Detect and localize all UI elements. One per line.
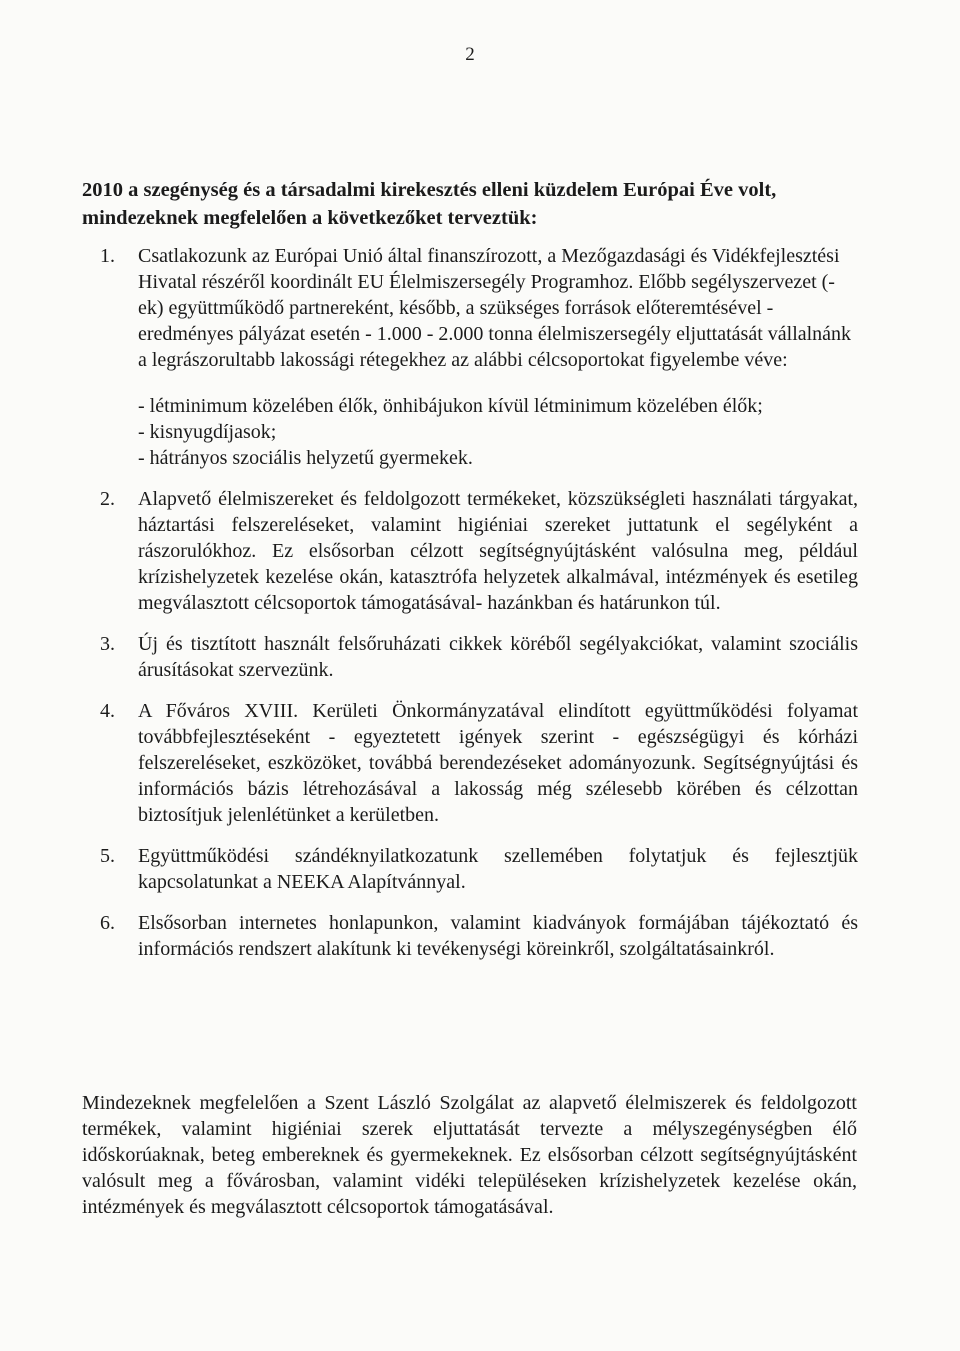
list-item: [100, 486, 880, 616]
item-number: 6.: [100, 912, 115, 934]
item-text: Elsősorban internetes honlapunkon, valamint kiadványok formájában tájékoztató és információs rendszert alakítunk ki tevékenységi köreinkről, szolgáltatásainkról.: [138, 912, 858, 960]
item-number: 2.: [100, 488, 115, 510]
item-text: Alapvető élelmiszereket és feldolgozott termékeket, közszükségleti használati tárgyakat, háztartási felszereléseket, valamint higiéniai szereket juttatunk el segélyként a rászorulókhoz. Ez elsősorban célzott segítségnyújtásként valósulna meg, például krízishelyzetek kezelése okán, katasztrófa helyzetek alkalmával, intézmények és esetileg megválasztott célcsoportok támogatásával- hazánkban és határunkon túl.: [138, 488, 858, 614]
item-number: 5.: [100, 845, 115, 867]
target-group: - kisnyugdíjasok;: [138, 421, 277, 443]
plan-list: [100, 243, 880, 977]
list-item: [100, 243, 880, 471]
item-number: 3.: [100, 633, 115, 655]
list-item: [100, 843, 880, 895]
item-text: A Főváros XVIII. Kerületi Önkormányzatával elindított együttműködési folyamat továbbfejlesztéseként - egyeztetett igények szerint - egészségügyi és kórházi felszereléseket, eszközöket, továbbá berendezéseket adományozunk. Segítségnyújtási és információs bázis létrehozásával a lakosság még szélesebb körében és célzottan biztosítjuk jelenlétünket a kerületben.: [138, 700, 858, 826]
target-groups: [138, 393, 858, 471]
item-text: Csatlakozunk az Európai Unió által finanszírozott, a Mezőgazdasági és Vidékfejlesztési Hivatal részéről koordinált EU Élelmiszersegély Programhoz. Előbb segélyszervezet (-ek) együttműködő partnereként, később, a szükséges források előteremtésével - eredményes pályázat esetén - 1.000 - 2.000 tonna élelmiszersegély eljuttatását vállalnánk a legrászorultabb lakossági rétegekhez az alábbi célcsoportokat figyelembe véve:: [138, 245, 852, 371]
section-heading: 2010 a szegénység és a társadalmi kirekesztés elleni küzdelem Európai Éve volt, mindezeknek megfelelően a következőket terveztük:: [82, 179, 777, 229]
item-body: [138, 243, 858, 471]
page-number: 2: [465, 44, 475, 65]
item-number: 4.: [100, 700, 115, 722]
list-item: [100, 698, 880, 828]
target-group: - létminimum közelében élők, önhibájukon kívül létminimum közelében élők;: [138, 395, 763, 417]
target-group: - hátrányos szociális helyzetű gyermekek.: [138, 447, 473, 469]
item-number: 1.: [100, 245, 115, 267]
closing-paragraph: Mindezeknek megfelelően a Szent László Szolgálat az alapvető élelmiszerek és feldolgozott termékek, valamint higiéniai szerek eljuttatását tervezte a mélyszegénységben élő időskorúaknak, beteg embereknek és gyermekeknek. Ez elsősorban célzott segítségnyújtásként valósult meg a fővárosban, valamint vidéki településeken krízishelyzetek kezelése okán, intézmények és megválasztott célcsoportok támogatásával.: [82, 1092, 857, 1218]
list-item: [100, 910, 880, 962]
list-item: [100, 631, 880, 683]
item-text: Együttműködési szándéknyilatkozatunk szellemében folytatjuk és fejlesztjük kapcsolatunkat a NEEKA Alapítvánnyal.: [138, 845, 858, 893]
item-text: Új és tisztított használt felsőruházati cikkek köréből segélyakciókat, valamint szociális árusításokat szervezünk.: [138, 633, 858, 681]
